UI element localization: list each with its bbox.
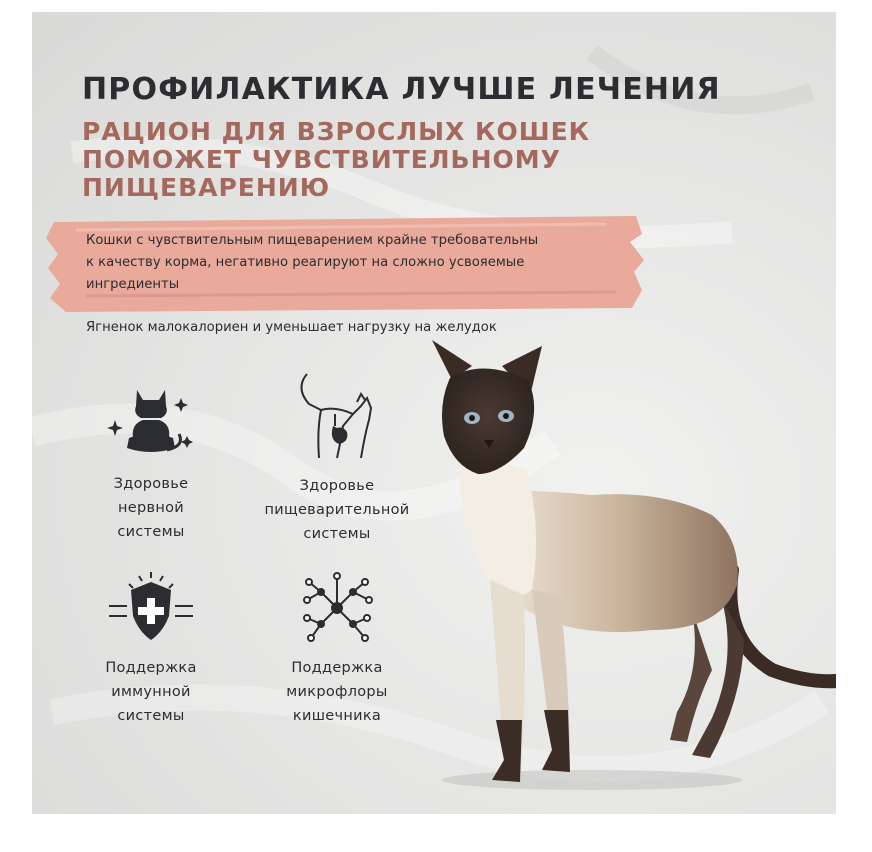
- feature-label-line: нервной: [117, 500, 185, 516]
- feature-label-line: системы: [117, 524, 185, 540]
- callout-line: Кошки с чувствительным пищеварением крайне требовательны: [86, 233, 539, 248]
- feature-nervous-system: [76, 380, 226, 544]
- feature-label-line: Здоровье: [299, 478, 375, 494]
- infographic-canvas: [32, 12, 836, 814]
- callout-line: к качеству корма, негативно реагируют на сложно усвояемые: [86, 255, 525, 270]
- feature-label: [262, 474, 412, 546]
- callout-text: [86, 230, 606, 296]
- feature-immune-system: [76, 570, 226, 728]
- feature-label-line: Здоровье: [113, 476, 189, 492]
- feature-label: [262, 656, 412, 728]
- feature-label-line: системы: [303, 526, 371, 542]
- callout-line: ингредиенты: [86, 277, 180, 292]
- feature-label-line: Поддержка: [291, 660, 383, 676]
- feature-gut-microflora: [262, 570, 412, 728]
- subtitle-line: РАЦИОН ДЛЯ ВЗРОСЛЫХ КОШЕК: [82, 117, 591, 146]
- subtitle-line: ПИЩЕВАРЕНИЮ: [82, 173, 331, 202]
- feature-label-line: кишечника: [292, 708, 382, 724]
- feature-label-line: микрофлоры: [286, 684, 388, 700]
- feature-label: [76, 656, 226, 728]
- molecule-network-icon: [291, 570, 383, 646]
- subtitle-line: ПОМОЖЕТ ЧУВСТВИТЕЛЬНОМУ: [82, 145, 561, 174]
- siamese-cat-photo: [392, 340, 836, 800]
- main-title: ПРОФИЛАКТИКА ЛУЧШЕ ЛЕЧЕНИЯ: [82, 72, 721, 107]
- feature-label: [76, 472, 226, 544]
- meditating-cat-icon: [105, 380, 197, 462]
- shield-plus-icon: [105, 570, 197, 646]
- feature-label-line: Поддержка: [105, 660, 197, 676]
- feature-label-line: пищеварительной: [264, 502, 410, 518]
- feature-label-line: системы: [117, 708, 185, 724]
- subtitle: [82, 118, 590, 202]
- feature-label-line: иммунной: [111, 684, 191, 700]
- feature-digestive-system: [262, 370, 412, 546]
- lamb-note: Ягненок малокалориен и уменьшает нагрузку на желудок: [86, 320, 497, 335]
- cat-digestion-icon: [291, 370, 383, 464]
